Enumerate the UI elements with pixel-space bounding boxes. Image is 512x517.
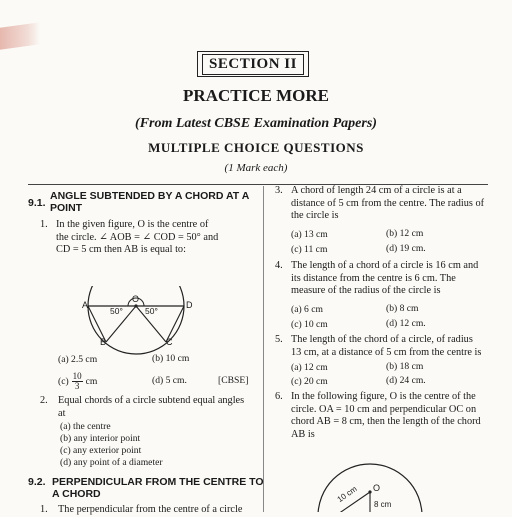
q1-label-b: B <box>100 337 107 347</box>
q5-number: 5. <box>275 334 283 345</box>
q6-circle-figure <box>310 452 430 512</box>
q3-option-b: (b) 12 cm <box>386 228 424 239</box>
section-number-9-2: 9.2. <box>28 476 46 488</box>
q3-line: distance of 5 cm from the centre. The radius of <box>291 197 485 209</box>
q1-option-c-unit: cm <box>85 375 98 387</box>
q1-label-o: O <box>132 294 140 304</box>
q4-line: its distance from the centre is 6 cm. The <box>291 272 456 284</box>
q1-option-c-label: (c) <box>58 375 69 387</box>
q3-option-d: (d) 19 cm. <box>386 243 426 254</box>
q2-option-c: (c) any exterior point <box>60 445 142 456</box>
q2-option-a: (a) the centre <box>60 421 111 432</box>
q1-angle-cod: 50° <box>145 306 158 316</box>
q5-line: 13 cm, at a distance of 5 cm from the centre is <box>291 346 482 358</box>
q1-label-d: D <box>186 300 193 310</box>
q2-options <box>60 421 163 469</box>
section-title: SECTION II <box>202 54 304 75</box>
q3-line: A chord of length 24 cm of a circle is at a <box>291 185 462 196</box>
q1-number: 1. <box>40 219 48 230</box>
q1-option-a: (a) 2.5 cm <box>58 354 98 365</box>
mcq-heading: MULTIPLE CHOICE QUESTIONS <box>148 140 364 155</box>
q6-label-distance: 8 cm <box>374 500 392 509</box>
section-heading-9-1-line2: POINT <box>50 202 83 214</box>
q5-text <box>291 334 487 359</box>
q4-option-a: (a) 6 cm <box>291 304 323 315</box>
q1-label-a: A <box>82 300 89 310</box>
q6-line: AB is <box>291 428 315 440</box>
q3-option-a: (a) 13 cm <box>291 229 328 240</box>
q5-option-b: (b) 18 cm <box>386 361 424 372</box>
q1-line: CD = 5 cm then AB is equal to: <box>56 244 186 255</box>
section-heading-9-1-line1: ANGLE SUBTENDED BY A CHORD AT A <box>50 190 250 202</box>
q1-line: In the given figure, O is the centre of <box>56 219 209 230</box>
practice-heading: PRACTICE MORE <box>183 86 329 105</box>
q4-line: measure of the radius of the circle is <box>291 285 441 296</box>
q1-option-d: (d) 5 cm. <box>152 375 187 386</box>
q1-line: the circle. ∠ AOB = ∠ COD = 50° and <box>56 231 219 243</box>
q1-source-tag: [CBSE] <box>218 375 249 386</box>
q5-option-d: (d) 24 cm. <box>386 375 426 386</box>
section-heading-9-2-line2: A CHORD <box>52 488 101 500</box>
q2-line: at <box>58 407 66 419</box>
q2-line: Equal chords of a circle subtend equal angles <box>58 395 245 406</box>
q6-number: 6. <box>275 391 283 402</box>
q2-text <box>58 395 250 420</box>
q3-left-text: The perpendicular from the centre of a circle <box>58 504 243 515</box>
q5-option-a: (a) 12 cm <box>291 362 328 373</box>
q6-label-o: O <box>373 483 381 493</box>
q1-text <box>56 219 246 257</box>
q1-angle-aob: 50° <box>110 306 123 316</box>
q1-option-b: (b) 10 cm <box>152 353 190 364</box>
q4-line: The length of a chord of a circle is 16 cm and <box>291 260 479 271</box>
q6-line: In the following figure, O is the centre of the <box>291 391 476 402</box>
q6-centre-dot <box>368 490 371 493</box>
q6-label-radius: 10 cm <box>335 484 359 505</box>
page-edge-tint <box>0 22 40 50</box>
q6-line: chord AB = 8 cm, then the length of the chord <box>291 416 481 427</box>
q2-option-b: (b) any interior point <box>60 433 141 444</box>
q4-option-b: (b) 8 cm <box>386 303 419 314</box>
q3-option-c: (c) 11 cm <box>291 244 328 255</box>
q1-option-c <box>58 372 97 391</box>
q3-line: the circle is <box>291 210 339 221</box>
q4-text <box>291 260 487 298</box>
q1-label-c: C <box>166 337 173 347</box>
q3-left-number: 1. <box>40 504 48 515</box>
q2-number: 2. <box>40 395 48 406</box>
q5-option-c: (c) 20 cm <box>291 376 328 387</box>
q4-number: 4. <box>275 260 283 271</box>
q1-option-c-fraction <box>72 372 83 391</box>
q2-option-d: (d) any point of a diameter <box>60 457 163 468</box>
q6-text <box>291 391 487 441</box>
q5-line: The length of the chord of a circle, of radius <box>291 334 473 345</box>
q1-fraction-numerator: 10 <box>72 371 82 381</box>
q1-fraction-denominator: 3 <box>74 381 80 391</box>
q4-option-c: (c) 10 cm <box>291 319 328 330</box>
q3-text <box>291 185 487 223</box>
q3-number: 3. <box>275 185 283 196</box>
marks-note: (1 Mark each) <box>224 162 288 174</box>
section-heading-9-2-line1: PERPENDICULAR FROM THE CENTRE TO <box>52 476 264 488</box>
column-divider <box>263 186 264 512</box>
source-heading: (From Latest CBSE Examination Papers) <box>135 116 377 131</box>
section-box <box>197 51 309 77</box>
q6-line: circle. OA = 10 cm and perpendicular OC on <box>291 403 477 415</box>
section-number-9-1: 9.1. <box>28 197 46 209</box>
q4-option-d: (d) 12 cm. <box>386 318 426 329</box>
